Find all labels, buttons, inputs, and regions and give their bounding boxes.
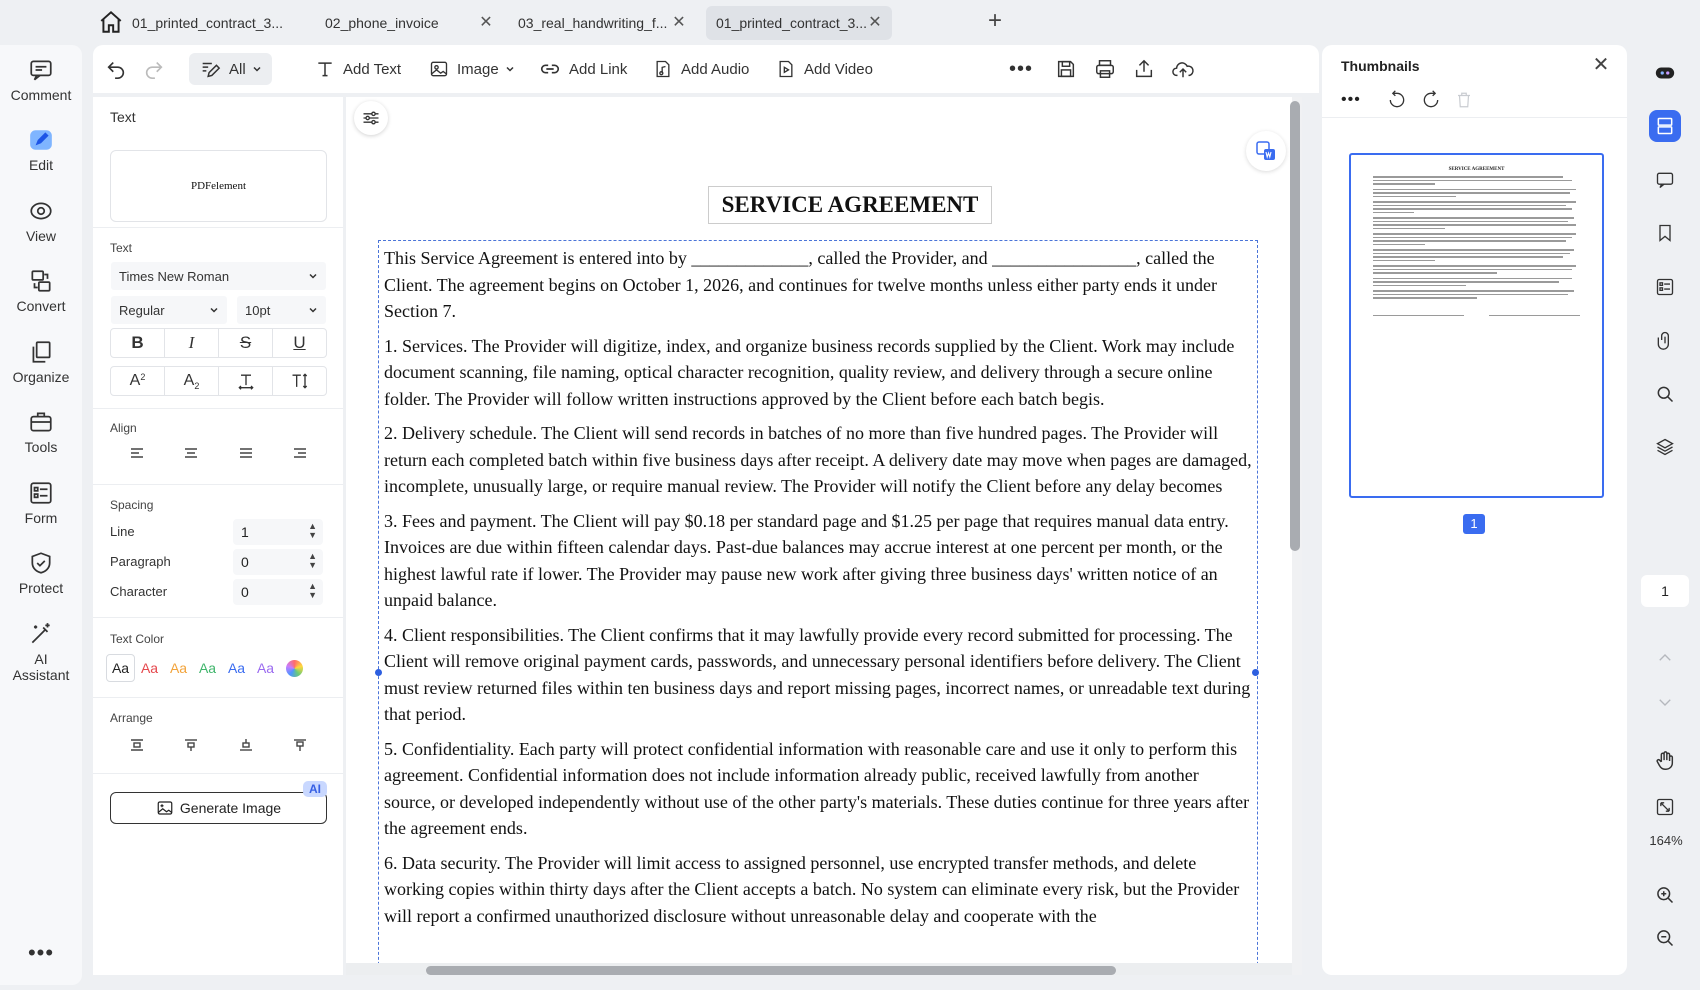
cloud-upload-icon[interactable] xyxy=(1171,53,1203,85)
rail-protect[interactable] xyxy=(0,550,82,596)
font-family-value: Times New Roman xyxy=(119,268,230,284)
swatch-label: Aa xyxy=(111,660,130,676)
bookmark-icon[interactable] xyxy=(1649,217,1681,249)
swatch-label: Aa xyxy=(140,660,159,676)
align-center-icon[interactable] xyxy=(164,438,218,468)
send-back-icon[interactable] xyxy=(273,730,327,760)
font-style-value: Regular xyxy=(119,302,165,318)
home-icon[interactable] xyxy=(98,9,124,35)
add-video-button[interactable] xyxy=(776,53,873,85)
paragraph-confidentiality: 5. Confidentiality. Each party will protect confidential information with reasonable care and use it only to perform this agreement. Confidential information does not include information already public, received lawfully from another source, or developed independently without use of the other party's materials. These duties continue for three years after the agreement ends. xyxy=(384,738,1250,838)
close-icon[interactable]: ✕ xyxy=(672,14,686,31)
chevron-up-icon[interactable] xyxy=(1649,642,1681,674)
hand-tool-icon[interactable] xyxy=(1649,745,1681,777)
tab-3[interactable] xyxy=(508,6,696,40)
rail-ai-assistant[interactable] xyxy=(0,621,82,683)
chevron-down-icon xyxy=(252,64,262,74)
rail-label: Comment xyxy=(10,87,72,103)
video-icon xyxy=(776,59,796,79)
add-text-icon xyxy=(315,59,335,79)
rail-organize[interactable] xyxy=(0,339,82,385)
swatch-label: Aa xyxy=(227,660,246,676)
rail-label: Convert xyxy=(16,298,66,314)
attachment-icon[interactable] xyxy=(1649,324,1681,356)
align-justify-icon[interactable] xyxy=(219,438,273,468)
paragraph-spacing-value: 0 xyxy=(241,554,249,570)
text-width-icon xyxy=(236,371,256,391)
divider xyxy=(93,227,343,228)
color-picker-icon[interactable] xyxy=(280,654,309,682)
divider xyxy=(1322,117,1627,118)
font-size-select[interactable] xyxy=(236,295,327,325)
resize-handle-left[interactable] xyxy=(375,669,382,676)
add-audio-button[interactable] xyxy=(653,53,749,85)
text-direction-button[interactable] xyxy=(273,367,326,395)
chevron-down-icon xyxy=(308,271,318,281)
protect-icon xyxy=(28,550,54,576)
swatch-label: Aa xyxy=(256,660,275,676)
add-text-label: Add Text xyxy=(343,60,402,78)
text-section-label: Text xyxy=(110,241,133,255)
char-spacing-button[interactable] xyxy=(219,367,273,395)
text-height-icon xyxy=(290,371,310,391)
tab-label: 01_printed_contract_3... xyxy=(716,15,867,31)
rail-label: Form xyxy=(24,510,58,526)
paragraph-services: 1. Services. The Provider will digitize, index, and organize business records supplied by the Client. Work may include document scanning, file naming, optical character recognition, quality review, and delivery through a secure online folder. The Provider will follow written instructions approved by the Client before each batch begis. xyxy=(384,335,1235,409)
add-link-label: Add Link xyxy=(569,60,628,78)
convert-icon xyxy=(28,268,54,294)
stepper-arrows-icon[interactable]: ▲ ▼ xyxy=(308,551,317,570)
layers-icon[interactable] xyxy=(1649,431,1681,463)
rail-label: Tools xyxy=(24,439,58,455)
new-tab-icon[interactable]: + xyxy=(987,7,1002,34)
color-swatch-green[interactable] xyxy=(193,654,222,682)
right-rail xyxy=(1633,45,1700,985)
page-thumbnail[interactable] xyxy=(1349,153,1604,498)
swatch-label: Aa xyxy=(169,660,188,676)
underline-button[interactable]: U xyxy=(293,333,306,352)
stepper-arrows-icon[interactable]: ▲ ▼ xyxy=(308,521,317,540)
rail-label: Protect xyxy=(18,580,64,596)
rail-label: View xyxy=(25,228,57,244)
character-spacing-input[interactable] xyxy=(233,579,323,605)
rail-tools[interactable] xyxy=(0,409,82,455)
chevron-down-icon xyxy=(209,305,219,315)
character-spacing-label: Character xyxy=(110,584,168,599)
paragraph-spacing-input[interactable] xyxy=(233,549,323,575)
send-backward-icon[interactable] xyxy=(219,730,273,760)
rail-label: AI Assistant xyxy=(12,651,70,683)
line-spacing-value: 1 xyxy=(241,524,249,540)
properties-panel xyxy=(93,97,343,975)
line-spacing-label: Line xyxy=(110,524,135,539)
fit-page-icon[interactable] xyxy=(1649,791,1681,823)
rail-convert[interactable] xyxy=(0,268,82,314)
ai-assistant-icon xyxy=(28,621,54,647)
divider xyxy=(93,617,343,618)
text-script-buttons xyxy=(110,366,327,396)
save-icon[interactable] xyxy=(1055,53,1085,85)
tab-2[interactable] xyxy=(315,6,503,40)
toolbar xyxy=(93,45,1319,93)
character-spacing-value: 0 xyxy=(241,584,249,600)
close-icon[interactable]: ✕ xyxy=(479,14,493,31)
paragraph-data-security: 6. Data security. The Provider will limit access to assigned personnel, use encrypted transfer methods, and delete working copies within thirty days after the Client accepts a batch. No system can eliminate every risk, but the Provider will report a confirmed unauthorized disclosure without unreasonable delay and cooperate with the xyxy=(384,852,1240,926)
bring-front-icon[interactable] xyxy=(110,730,164,760)
tab-bar xyxy=(0,0,1700,42)
panel-title: Text xyxy=(110,109,136,125)
thumbnails-title: Thumbnails xyxy=(1341,58,1420,74)
all-label: All xyxy=(229,60,246,78)
add-video-label: Add Video xyxy=(804,60,873,78)
filter-settings-icon[interactable] xyxy=(354,101,388,135)
edit-icon xyxy=(28,127,54,153)
horizontal-scrollbar[interactable] xyxy=(426,966,1116,975)
rotate-right-icon[interactable] xyxy=(1421,90,1441,110)
link-icon xyxy=(539,58,561,80)
color-swatch-orange[interactable] xyxy=(164,654,193,682)
strikethrough-button[interactable]: S xyxy=(219,329,273,357)
rail-view[interactable] xyxy=(0,198,82,244)
print-icon[interactable] xyxy=(1094,53,1124,85)
close-icon[interactable]: ✕ xyxy=(1592,54,1610,76)
left-rail xyxy=(0,45,82,985)
paragraph-delivery: 2. Delivery schedule. The Client will send records in batches of no more than five hundred pages. The Provider will return each completed batch within five business days after receipt. A delivery date may move when pages are damaged, incomplete, unusually large, or require manual review. The Provider will notify the Client before any delay becomes xyxy=(384,423,1252,496)
pdf-page xyxy=(346,97,1292,967)
edit-text-icon xyxy=(199,58,221,80)
font-size-value: 10pt xyxy=(245,302,271,318)
tab-label: 01_printed_contract_3... xyxy=(132,15,283,31)
edit-mode-dropdown[interactable] xyxy=(189,53,272,85)
fields-icon[interactable] xyxy=(1649,271,1681,303)
image-label: Image xyxy=(457,60,499,78)
line-spacing-input[interactable] xyxy=(233,519,323,545)
paragraph-client-responsibilities: 4. Client responsibilities. The Client confirms that it may lawfully provide every record submitted for processing. The Client will remove original payment cards, passwords, and unnecessary personal identifiers before delivery. The Client must review returned files within ten business days and report missing pages, incorrect names, or unreadable text during that period. xyxy=(384,624,1251,724)
more-icon[interactable]: ••• xyxy=(1341,91,1361,108)
color-swatch-red[interactable] xyxy=(135,654,164,682)
share-icon[interactable] xyxy=(1133,53,1163,85)
divider xyxy=(93,484,343,485)
rotate-left-icon[interactable] xyxy=(1387,90,1407,110)
tools-icon xyxy=(28,409,54,435)
current-page-indicator[interactable]: 1 xyxy=(1641,575,1689,607)
add-text-button[interactable] xyxy=(315,53,401,85)
zoom-level[interactable]: 164% xyxy=(1649,833,1683,848)
tab-label: 02_phone_invoice xyxy=(325,15,439,31)
arrange-section-label: Arrange xyxy=(110,711,153,725)
chevron-down-icon[interactable] xyxy=(1649,686,1681,718)
thumbnails-panel xyxy=(1322,45,1627,975)
bold-button[interactable]: B xyxy=(111,329,165,357)
paragraph-fees: 3. Fees and payment. The Client will pay $0.18 per standard page and $1.25 per page that requires manual data entry. Invoices are due within fifteen calendar days. Past-due balances may accrue interest at one percent per month, or the highest lawful rate if lower. The Provider may pause new work after giving three business days' written notice of an unpaid balance. xyxy=(384,510,1229,610)
ai-badge: AI xyxy=(303,781,327,797)
undo-icon[interactable] xyxy=(105,53,135,85)
image-icon xyxy=(429,59,449,79)
align-left-icon[interactable] xyxy=(110,438,164,468)
bring-forward-icon[interactable] xyxy=(164,730,218,760)
divider xyxy=(93,408,343,409)
image-dropdown[interactable] xyxy=(429,53,515,85)
organize-icon xyxy=(28,339,54,365)
convert-to-word-icon[interactable] xyxy=(1246,131,1286,171)
search-icon[interactable] xyxy=(1649,378,1681,410)
color-swatch-black[interactable] xyxy=(106,654,135,682)
divider xyxy=(93,773,343,774)
document-title[interactable]: SERVICE AGREEMENT xyxy=(708,186,992,224)
more-options-icon[interactable]: ••• xyxy=(1009,57,1034,80)
rail-label: Edit xyxy=(28,157,54,173)
tab-label: 03_real_handwriting_f... xyxy=(518,15,668,31)
more-icon[interactable]: ••• xyxy=(27,940,55,965)
close-icon[interactable]: ✕ xyxy=(868,14,882,31)
image-sparkle-icon xyxy=(156,799,174,817)
color-swatch-purple[interactable] xyxy=(251,654,280,682)
thumbnails-icon[interactable] xyxy=(1649,110,1681,142)
add-link-button[interactable] xyxy=(539,53,627,85)
tab-4-active[interactable] xyxy=(706,6,892,40)
font-style-select[interactable] xyxy=(110,295,228,325)
redo-icon[interactable] xyxy=(143,53,173,85)
font-family-select[interactable] xyxy=(110,261,327,291)
align-buttons xyxy=(110,438,327,468)
align-right-icon[interactable] xyxy=(273,438,327,468)
zoom-in-icon[interactable] xyxy=(1649,879,1681,911)
arrange-buttons xyxy=(110,730,327,760)
comment-icon xyxy=(28,57,54,83)
text-style-buttons xyxy=(110,328,327,358)
rail-form[interactable] xyxy=(0,480,82,526)
italic-button[interactable]: I xyxy=(165,329,219,357)
chevron-down-icon xyxy=(505,64,515,74)
document-body xyxy=(384,245,1254,937)
paragraph-intro: This Service Agreement is entered into by _____________, called the Provider, and ________________, called the Client. The agreement begins on October 1, 2026, and continues for twelve months unless either party ends it under Section 7. xyxy=(384,248,1217,321)
text-color-swatches xyxy=(106,653,331,683)
stepper-arrows-icon[interactable]: ▲ ▼ xyxy=(308,581,317,600)
add-audio-label: Add Audio xyxy=(681,60,750,78)
superscript-button[interactable]: A 2 xyxy=(111,367,165,395)
thumbnail-tools xyxy=(1341,90,1473,110)
rail-comment[interactable] xyxy=(0,57,82,103)
audio-icon xyxy=(653,59,673,79)
thumbnail-title: SERVICE AGREEMENT xyxy=(1448,167,1505,172)
subscript-button[interactable]: A 2 xyxy=(165,367,219,395)
document-viewport[interactable] xyxy=(346,97,1302,975)
vertical-scrollbar[interactable] xyxy=(1290,101,1300,551)
view-icon xyxy=(28,198,54,224)
swatch-label: Aa xyxy=(198,660,217,676)
zoom-out-icon[interactable] xyxy=(1649,922,1681,954)
rail-edit[interactable] xyxy=(0,127,82,173)
text-color-section-label: Text Color xyxy=(110,632,165,646)
chevron-down-icon xyxy=(308,305,318,315)
generate-image-button[interactable] xyxy=(110,792,327,824)
paragraph-spacing-label: Paragraph xyxy=(110,554,171,569)
form-icon xyxy=(28,480,54,506)
comments-icon[interactable] xyxy=(1649,164,1681,196)
ai-chat-icon[interactable] xyxy=(1649,57,1681,89)
divider xyxy=(93,697,343,698)
color-swatch-blue[interactable] xyxy=(222,654,251,682)
align-section-label: Align xyxy=(110,421,137,435)
generate-image-label: Generate Image xyxy=(179,800,282,816)
tab-1[interactable] xyxy=(122,6,310,40)
text-preview: PDFelement xyxy=(110,150,327,222)
rail-label: Organize xyxy=(12,369,70,385)
thumbnail-lines xyxy=(1373,176,1580,318)
thumbnail-page-number: 1 xyxy=(1463,514,1485,534)
spacing-section-label: Spacing xyxy=(110,498,154,512)
delete-icon[interactable] xyxy=(1455,91,1473,109)
